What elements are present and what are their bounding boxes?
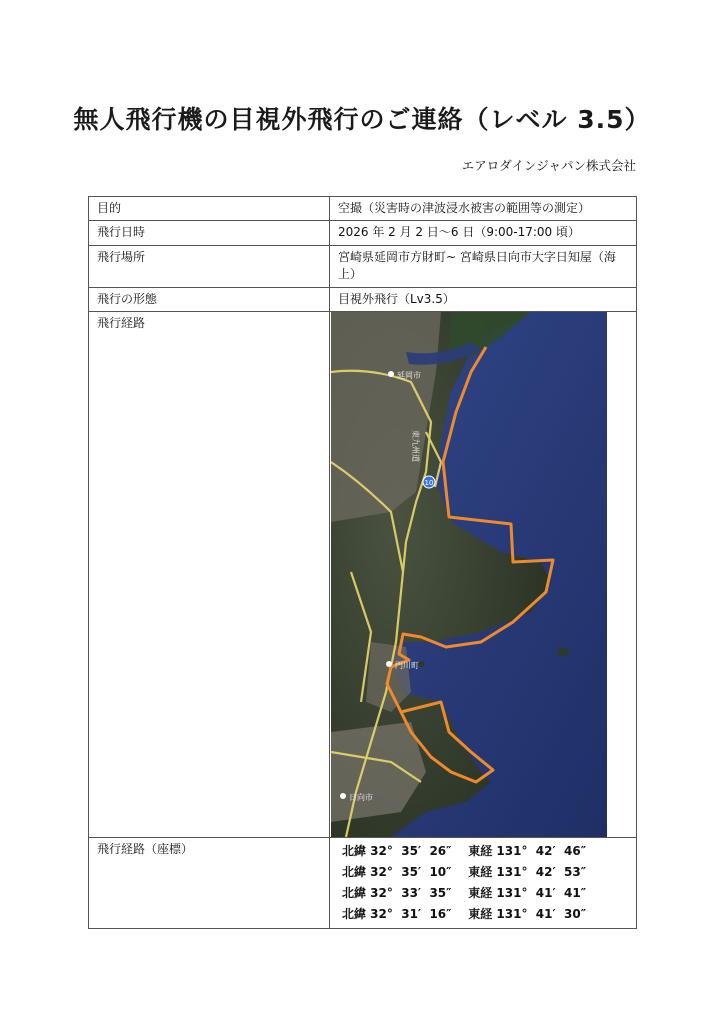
coords-label: 飛行経路（座標） <box>89 837 330 928</box>
page-title: 無人飛行機の目視外飛行のご連絡（レベル 3.5） <box>73 105 651 134</box>
route-label: 飛行経路 <box>89 311 330 837</box>
row-route <box>89 311 637 837</box>
city-south-label: 日向市 <box>349 792 373 802</box>
company-name: エアロダインジャパン株式会社 <box>461 158 636 173</box>
coord-point: 北緯 32° 35′ 26″ 東経 131° 42′ 46″ <box>342 843 587 858</box>
purpose-label: 目的 <box>89 197 330 221</box>
row-purpose <box>89 197 637 221</box>
coord-point: 北緯 32° 33′ 35″ 東経 131° 41′ 41″ <box>342 885 587 900</box>
route-badge-label: 10 <box>424 478 434 487</box>
flight-info-table <box>88 196 637 929</box>
mode-value: 目視外飛行（Lv3.5） <box>330 287 637 311</box>
row-mode <box>89 287 637 311</box>
row-location <box>89 245 637 287</box>
date-value: 2026 年 2 月 2 日〜6 日（9:00-17:00 頃） <box>330 221 637 245</box>
coord-point: 北緯 32° 35′ 10″ 東経 131° 42′ 53″ <box>342 864 587 879</box>
purpose-value: 空撮（災害時の津波浸水被害の範囲等の測定） <box>330 197 637 221</box>
route-map <box>331 312 607 837</box>
date-label: 飛行日時 <box>89 221 330 245</box>
row-coords <box>89 837 637 928</box>
city-south-marker <box>340 793 346 799</box>
location-value: 宮崎県延岡市方財町~ 宮崎県日向市大字日知屋（海上） <box>330 245 637 287</box>
satellite-map <box>331 312 607 837</box>
coord-point: 北緯 32° 31′ 16″ 東経 131° 41′ 30″ <box>342 906 587 921</box>
row-date <box>89 221 637 245</box>
mode-label: 飛行の形態 <box>89 287 330 311</box>
city-north-label: 延岡市 <box>397 370 421 380</box>
route-map-cell <box>330 311 637 837</box>
road-label: 東九州道 <box>411 429 420 462</box>
island <box>557 648 569 656</box>
city-mid-label: 門川町 <box>395 660 419 670</box>
location-label: 飛行場所 <box>89 245 330 287</box>
city-north-marker <box>388 371 394 377</box>
city-mid-marker <box>386 661 392 667</box>
coords-value <box>330 837 637 928</box>
